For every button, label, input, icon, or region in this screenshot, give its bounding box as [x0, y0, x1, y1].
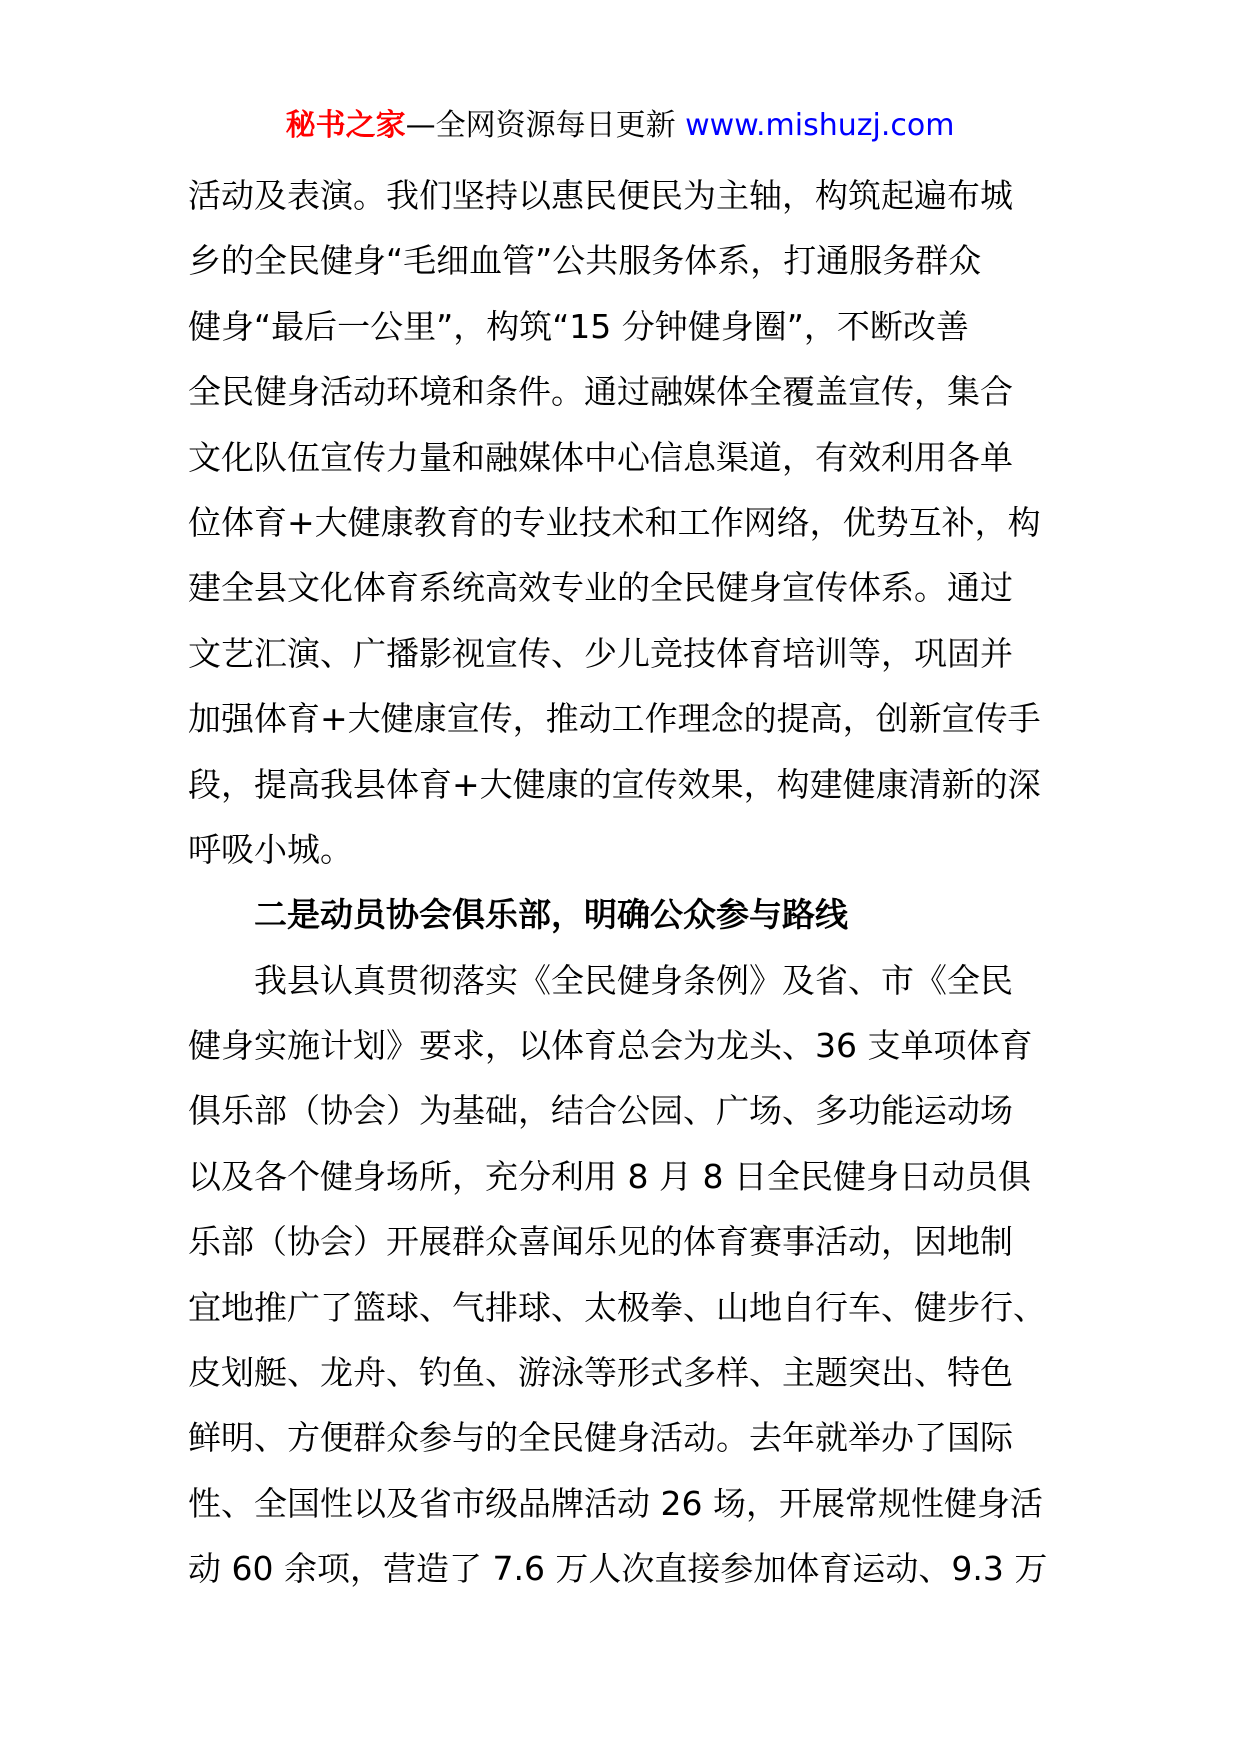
section-heading: 二是动员协会俱乐部，明确公众参与路线 [254, 895, 848, 935]
text-line: 建全县文化体育系统高效专业的全民健身宣传体系。通过 [188, 568, 1013, 608]
text-line: 乡的全民健身“毛细血管”公共服务体系，打通服务群众 [188, 241, 982, 281]
text-line: 位体育+大健康教育的专业技术和工作网络，优势互补，构 [188, 502, 1041, 542]
text-line: 文化队伍宣传力量和融媒体中心信息渠道，有效利用各单 [188, 437, 1013, 477]
text-line: 以及各个健身场所，充分利用 8 月 8 日全民健身日动员俱 [188, 1156, 1031, 1196]
text-line: 乐部（协会）开展群众喜闻乐见的体育赛事活动，因地制 [188, 1222, 1013, 1262]
text-line: 健身实施计划》要求，以体育总会为龙头、36 支单项体育 [188, 1026, 1033, 1066]
page-header [0, 104, 1240, 148]
text-line: 段，提高我县体育+大健康的宣传效果，构建健康清新的深 [188, 764, 1041, 804]
text-line: 鲜明、方便群众参与的全民健身活动。去年就举办了国际 [188, 1418, 1013, 1458]
header-tagline: —全网资源每日更新 [405, 108, 676, 143]
text-line: 性、全国性以及省市级品牌活动 26 场，开展常规性健身活 [188, 1483, 1043, 1523]
body-text [188, 163, 1058, 1602]
text-line: 呼吸小城。 [188, 829, 353, 869]
text-line: 皮划艇、龙舟、钓鱼、游泳等形式多样、主题突出、特色 [188, 1353, 1013, 1393]
text-line: 加强体育+大健康宣传，推动工作理念的提高，创新宣传手 [188, 699, 1041, 739]
text-line: 俱乐部（协会）为基础，结合公园、广场、多功能运动场 [188, 1091, 1013, 1131]
text-line: 全民健身活动环境和条件。通过融媒体全覆盖宣传，集合 [188, 372, 1013, 412]
text-line: 我县认真贯彻落实《全民健身条例》及省、市《全民 [254, 960, 1013, 1000]
header-url[interactable]: www.mishuzj.com [685, 108, 955, 143]
text-line: 活动及表演。我们坚持以惠民便民为主轴，构筑起遍布城 [188, 176, 1013, 215]
header-brand: 秘书之家 [285, 108, 406, 143]
text-line: 健身“最后一公里”，构筑“15 分钟健身圈”，不断改善 [188, 306, 969, 346]
text-line: 文艺汇演、广播影视宣传、少儿竞技体育培训等，巩固并 [188, 633, 1013, 673]
text-line: 动 60 余项，营造了 7.6 万人次直接参加体育运动、9.3 万 [188, 1549, 1048, 1589]
text-line: 宜地推广了篮球、气排球、太极拳、山地自行车、健步行、 [188, 1287, 1046, 1327]
